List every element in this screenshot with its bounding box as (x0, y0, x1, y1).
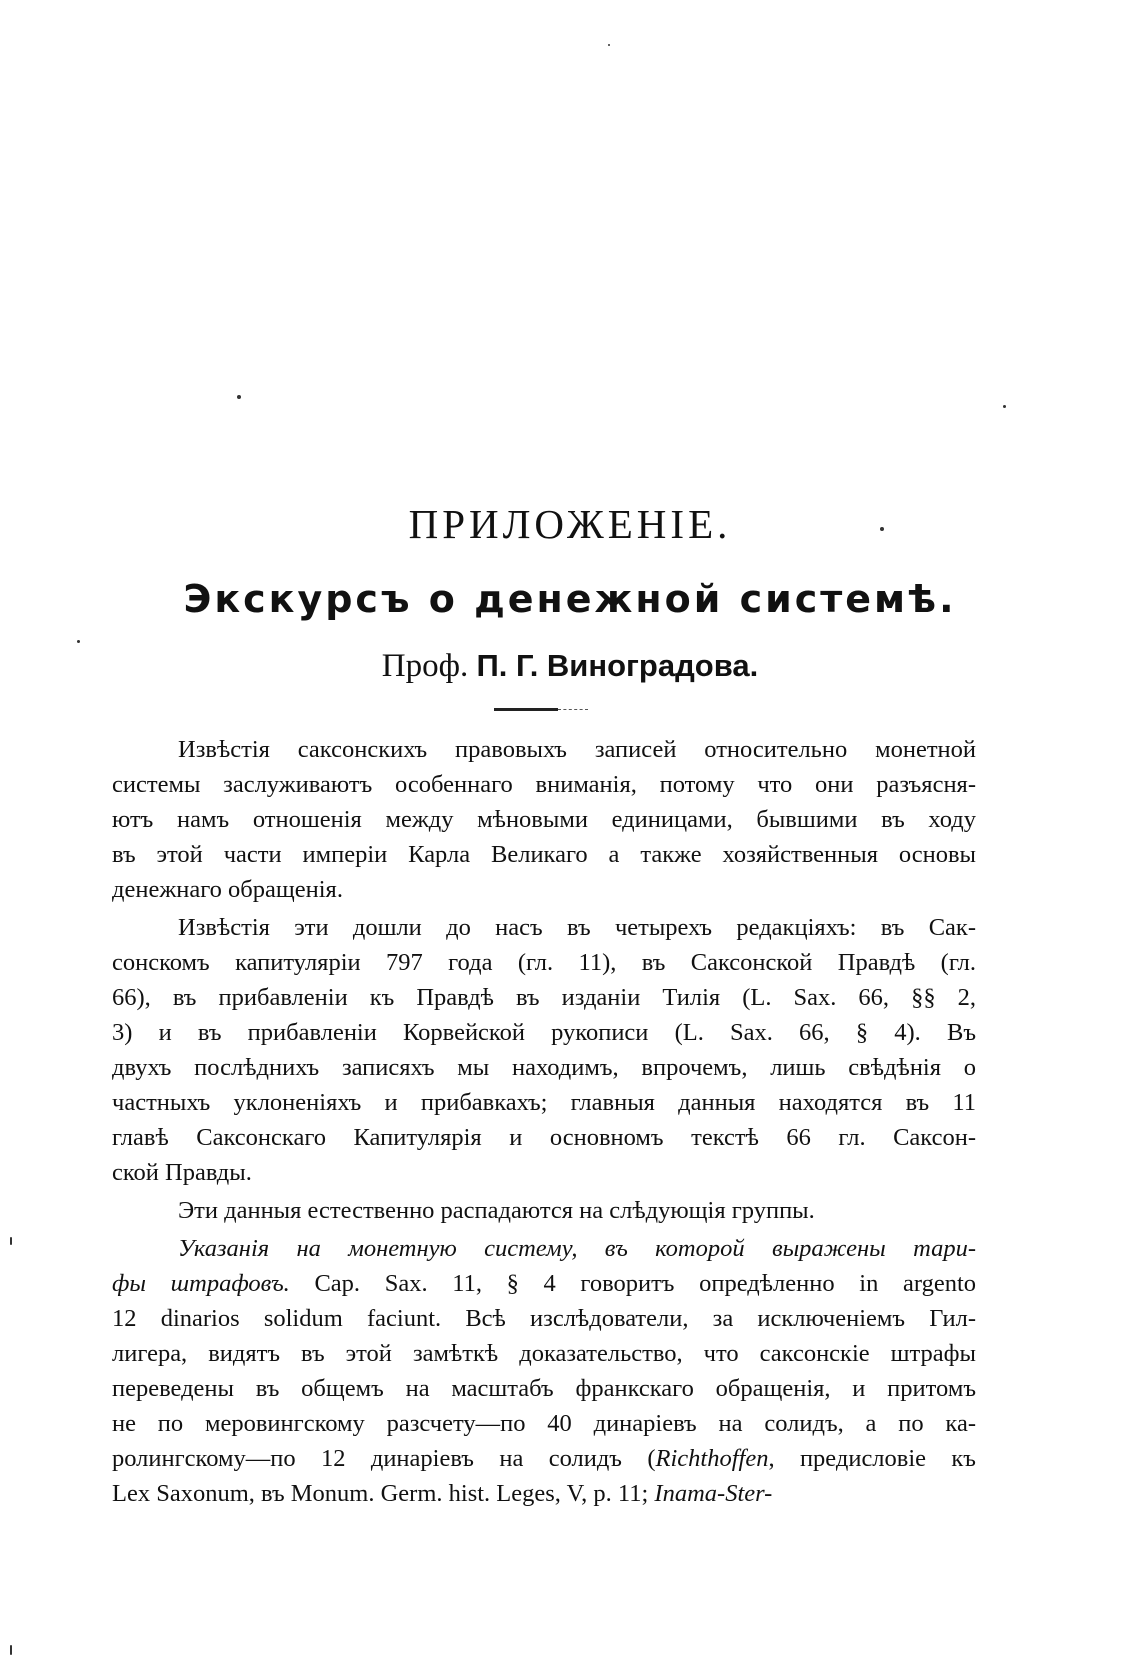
line-text: 12 dinarios solidum faciunt. Всѣ изслѣдователи, за исключеніемъ Гил- (112, 1305, 976, 1332)
text-line (112, 1120, 976, 1155)
italic-text: фы штрафовъ. (112, 1270, 290, 1297)
line-text: Извѣстія саксонскихъ правовыхъ записей относительно монетной (178, 736, 976, 763)
text-line (112, 1050, 976, 1085)
text-line (112, 1085, 976, 1120)
text-line (112, 837, 976, 872)
scan-speck (10, 1645, 12, 1655)
text-line (112, 1476, 976, 1511)
italic-text: Richthoffen (655, 1445, 769, 1472)
scan-speck (1003, 405, 1006, 408)
separator-rule (494, 708, 558, 711)
line-text: 66), въ прибавленіи къ Правдѣ въ изданіи Тилія (L. Sax. 66, §§ 2, (112, 984, 976, 1011)
line-text: 3) и въ прибавленіи Корвейской рукописи (L. Sax. 66, § 4). Въ (112, 1019, 976, 1046)
author-name: П. Г. Виноградова. (476, 648, 759, 683)
scan-speck (237, 395, 241, 399)
text-line (112, 1193, 976, 1228)
line-text: Lex Saxonum, въ Monum. Germ. hist. Leges, V, p. 11; (112, 1480, 655, 1507)
text-line (112, 732, 976, 767)
text-line (112, 1015, 976, 1050)
italic-text: Ster- (725, 1480, 773, 1507)
line-text: , предисловіе къ (768, 1445, 976, 1472)
text-line (112, 910, 976, 945)
line-text: двухъ послѣднихъ записяхъ мы находимъ, впрочемъ, лишь свѣдѣнія о (112, 1054, 976, 1081)
author-line (0, 648, 1140, 685)
separator-rule-tail (558, 709, 588, 710)
line-text: денежнаго обращенія. (112, 876, 343, 903)
text-line (112, 1371, 976, 1406)
excursus-title: Экскурсъ о денежной системѣ. (183, 577, 957, 621)
paragraph (112, 732, 976, 907)
paragraph (112, 1231, 976, 1511)
italic-text: Inama (654, 1480, 718, 1507)
appendix-title: ПРИЛОЖЕНІЕ. (408, 501, 732, 547)
line-text: не по меровингскому разсчету—по 40 динаріевъ на солидъ, а по ка- (112, 1410, 976, 1437)
line-text: ютъ намъ отношенія между мѣновыми единицами, бывшими въ ходу (112, 806, 976, 833)
scan-speck (880, 527, 884, 531)
text-line (112, 802, 976, 837)
text-line (112, 1155, 976, 1190)
text-line (112, 872, 976, 907)
line-text: частныхъ уклоненіяхъ и прибавкахъ; главныя данныя находятся въ 11 (112, 1089, 976, 1116)
line-text: системы заслуживаютъ особеннаго вниманія, потому что они разъясня- (112, 771, 976, 798)
paragraph (112, 910, 976, 1190)
line-text: въ этой части имперіи Карла Великаго а также хозяйственныя основы (112, 841, 976, 868)
line-text: главѣ Саксонскаго Капитулярія и основномъ текстѣ 66 гл. Саксон- (112, 1124, 976, 1151)
line-text: сонскомъ капитуляріи 797 года (гл. 11), въ Саксонской Правдѣ (гл. (112, 949, 976, 976)
text-line (112, 1231, 976, 1266)
scan-speck (10, 1237, 12, 1245)
line-text: переведены въ общемъ на масштабъ франкскаго обращенія, и притомъ (112, 1375, 976, 1402)
text-line (112, 980, 976, 1015)
scan-speck (77, 640, 80, 643)
body-text (112, 732, 976, 1514)
text-line (112, 1441, 976, 1476)
text-line (112, 767, 976, 802)
line-text: Извѣстія эти дошли до насъ въ четырехъ редакціяхъ: въ Сак- (178, 914, 976, 941)
line-text: Cap. Sax. 11, § 4 говоритъ опредѣленно in argento (289, 1270, 977, 1297)
line-text: ской Правды. (112, 1159, 252, 1186)
text-line (112, 1406, 976, 1441)
scan-speck (608, 44, 610, 46)
text-line (112, 1266, 976, 1301)
text-line (112, 945, 976, 980)
paragraph (112, 1193, 976, 1228)
line-text: ролингскому—по 12 динаріевъ на солидъ ( (112, 1445, 656, 1472)
italic-text: Указанія на монетную систему, въ которой выражены тари- (178, 1235, 976, 1262)
author-prefix: Проф. (381, 648, 469, 684)
text-line (112, 1336, 976, 1371)
line-text: лигера, видятъ въ этой замѣткѣ доказательство, что саксонскіе штрафы (112, 1340, 976, 1367)
line-text: Эти данныя естественно распадаются на слѣдующія группы. (178, 1197, 815, 1224)
text-line (112, 1301, 976, 1336)
line-text: - (717, 1480, 726, 1507)
